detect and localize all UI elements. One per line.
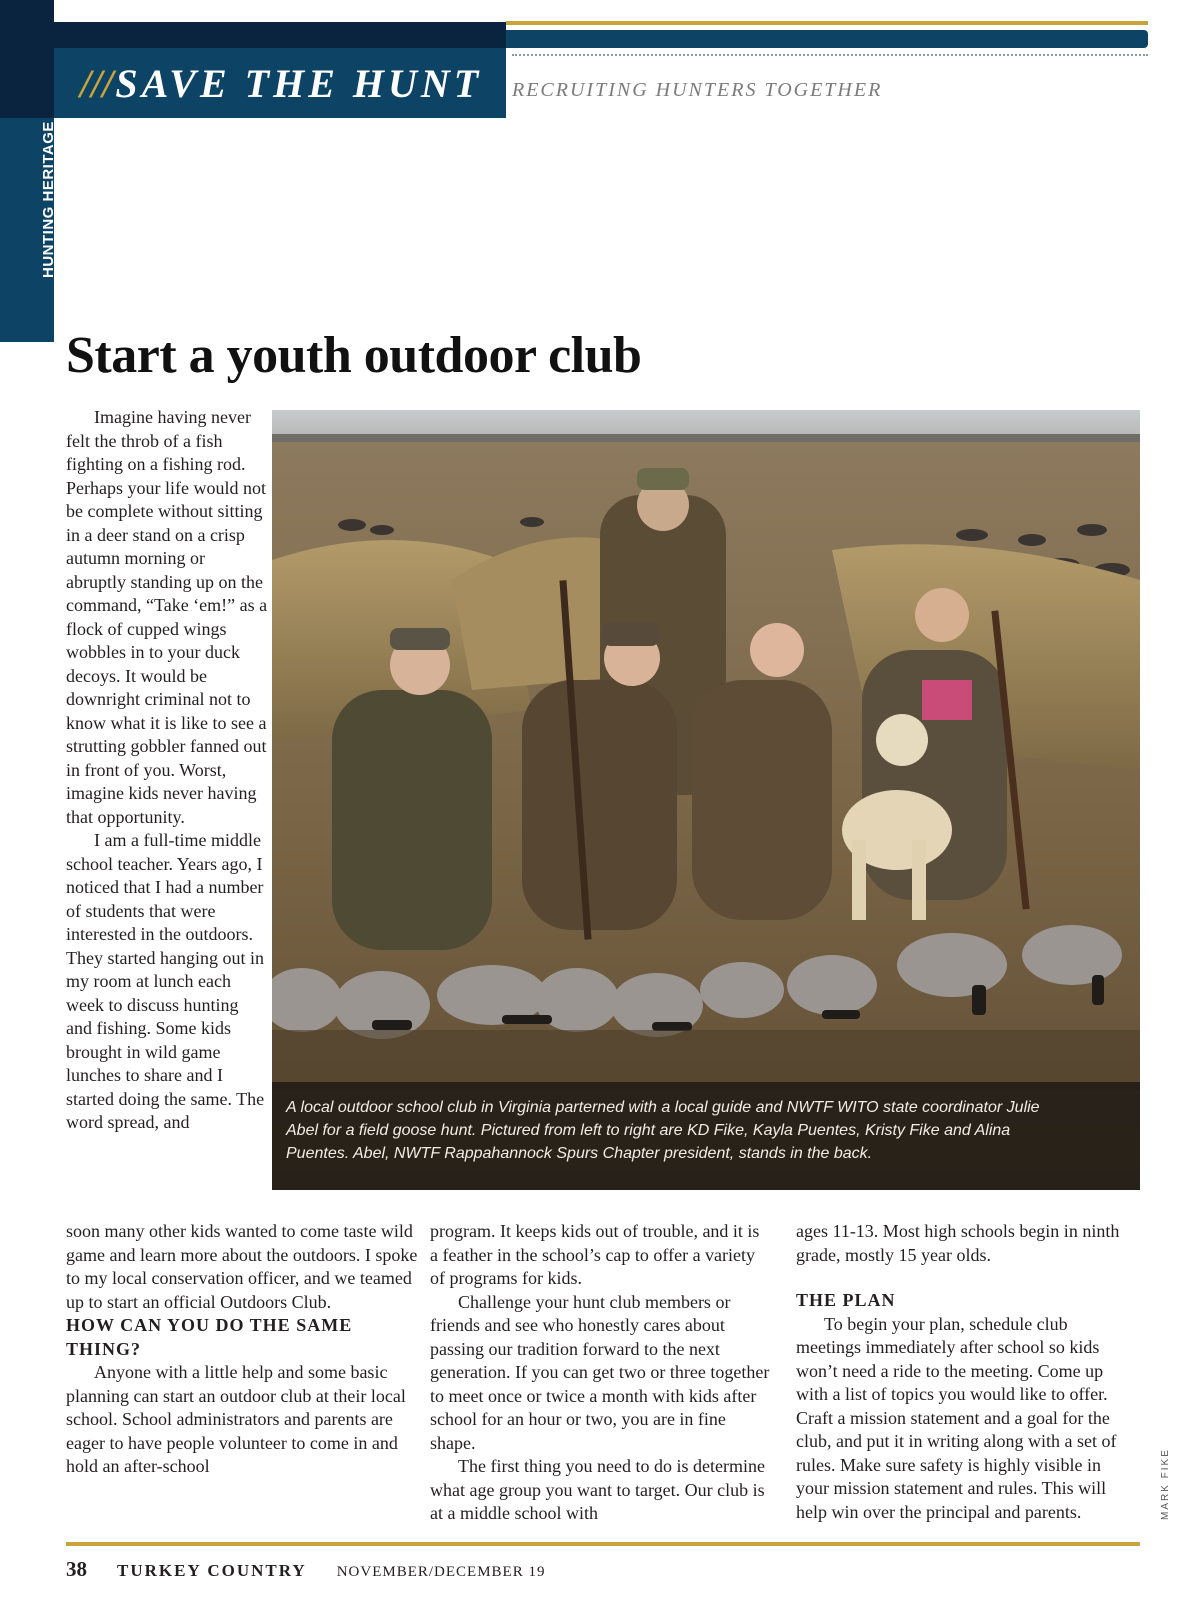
paragraph: To begin your plan, schedule club meetings immediately after school so kids won’t need a ride to the meeting. Come up with a list of topics you would like to offer. Craft a mission statement and a goal for the club, and put it in writing along with a set of rules. Make sure safety is highly visible in your mission statement and rules. This will help win over the principal and parents. [796,1313,1117,1522]
paragraph: The first thing you need to do is determine what age group you want to target. Our club is at a middle school with [430,1456,765,1523]
page-number: 38 [66,1557,87,1581]
article-headline: Start a youth outdoor club [66,327,642,384]
photo-credit: MARK FIKE [1160,1448,1171,1520]
header-dotted-rule [512,54,1148,56]
section-title-text: SAVE THE HUNT [115,61,483,106]
feature-photo [272,410,1140,1190]
article-column-right [796,1220,1136,1524]
article-column-left-upper [66,406,268,1135]
subhead-how-can-you: HOW CAN YOU DO THE SAME THING? [66,1315,353,1359]
header-blue-bar [506,30,1148,48]
article-column-left-lower [66,1220,418,1479]
header-gold-rule [506,21,1148,25]
page-footer [66,1557,545,1582]
article-column-middle [430,1220,770,1526]
title-bar-stripe [54,22,506,48]
paragraph: Challenge your hunt club members or friends and see who honestly cares about passing our tradition forward to the next generation. If you can get two or three together to meet once or twice a month with kids after school for an hour or two, you are in fine shape. [430,1291,770,1453]
section-side-label: HUNTING HERITAGE [40,121,57,278]
photo-illustration [272,410,1140,1190]
paragraph: I am a full-time middle school teacher. Years ago, I noticed that I had a number of students that were interested in the outdoors. They started hanging out in my room at lunch each week to discuss hunting and fishing. Some kids brought in wild game lunches to share and I started doing the same. The word spread, and [66,830,265,1132]
side-tab [0,0,57,342]
issue-date: NOVEMBER/DECEMBER 19 [336,1564,546,1580]
paragraph: Imagine having never felt the throb of a fish fighting on a fishing rod. Perhaps your life would not be complete without sitting in a deer stand on a crisp autumn morning or abruptly standing up on the command, “Take ‘em!” as a flock of cupped wings wobbles in to your duck decoys. It would be downright criminal not to know what it is like to see a strutting gobbler fanned out in front of you. Worst, imagine kids never having that opportunity. [66,407,268,827]
paragraph: ages 11-13. Most high schools begin in ninth grade, mostly 15 year olds. [796,1221,1120,1265]
title-slashes: /// [80,61,114,106]
section-title [80,60,482,107]
paragraph: program. It keeps kids out of trouble, and it is a feather in the school’s cap to offer a variety of programs for kids. [430,1221,760,1288]
side-tab-top-block [0,0,54,118]
magazine-name: TURKEY COUNTRY [117,1561,307,1580]
paragraph: soon many other kids wanted to come taste wild game and learn more about the outdoors. I spoke to my local conservation officer, and we teamed up to start an official Outdoors Club. [66,1221,418,1312]
footer-gold-rule [66,1542,1140,1546]
photo-caption: A local outdoor school club in Virginia parterned with a local guide and NWTF WITO state coordinator Julie Abel for a field goose hunt. Pictured from left to right are KD Fike, Kayla Puentes, Kristy Fike and Alina Puentes. Abel, NWTF Rappahannock Spurs Chapter president, stands in the back. [272,1082,1140,1190]
paragraph: Anyone with a little help and some basic planning can start an outdoor club at their local school. School administrators and parents are eager to have people volunteer to come in and hold an after-school [66,1362,406,1476]
subhead-the-plan: THE PLAN [796,1290,896,1310]
section-subtitle: RECRUITING HUNTERS TOGETHER [512,79,883,101]
